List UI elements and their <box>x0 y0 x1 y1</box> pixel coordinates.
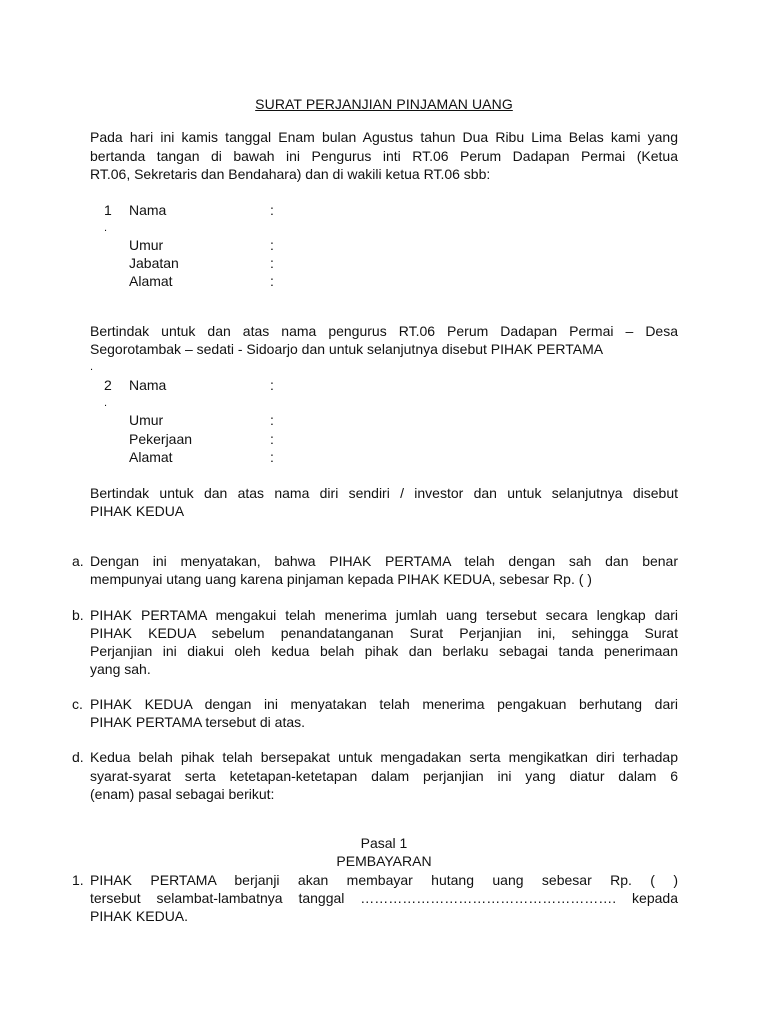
clause-c-line-2: PIHAK PERTAMA tersebut di atas. <box>90 714 306 730</box>
clause-d-line-2: syarat-syarat serta ketetapan-ketetapan dalam perjanjian ini yang diatur dalam 6 <box>90 768 678 784</box>
party1-statement-line-1: Bertindak untuk dan atas nama pengurus RT.06 Perum Dadapan Permai – Desa <box>90 323 678 339</box>
clause-d-line-1: Kedua belah pihak telah bersepakat untuk mengadakan serta mengikatkan diri terhadap <box>90 749 678 765</box>
clause-a-line-1: Dengan ini menyatakan, bahwa PIHAK PERTAMA telah dengan sah dan benar <box>90 553 678 569</box>
party1-label-alamat: Alamat <box>129 273 173 289</box>
party2-label-alamat: Alamat <box>129 449 173 465</box>
party2-label-umur: Umur <box>129 412 164 428</box>
party2-colon-umur: : <box>270 412 274 428</box>
clause-d-marker: d. <box>72 749 84 765</box>
intro-line-3: RT.06, Sekretaris dan Bendahara) dan di wakili ketua RT.06 sbb: <box>90 166 491 182</box>
clause-c-marker: c. <box>72 696 83 712</box>
party1-number-dot: . <box>104 222 108 234</box>
clause-d-line-3: (enam) pasal sebagai berikut: <box>90 786 275 802</box>
party1-statement-line-2: Segorotambak – sedati - Sidoarjo dan untuk selanjutnya disebut PIHAK PERTAMA <box>90 341 604 357</box>
party2-colon-alamat: : <box>270 449 274 465</box>
document-title: SURAT PERJANJIAN PINJAMAN UANG <box>255 96 513 112</box>
pasal1-heading: Pasal 1 <box>360 835 408 851</box>
party2-number-dot: . <box>104 397 108 409</box>
party1-label-umur: Umur <box>129 237 164 253</box>
party2-statement-line-2: PIHAK KEDUA <box>90 503 185 519</box>
party1-statement-dot: . <box>90 361 94 373</box>
party1-label-jabatan: Jabatan <box>129 255 179 271</box>
party1-colon-umur: : <box>270 237 274 253</box>
clause-b-marker: b. <box>72 607 84 623</box>
intro-line-1: Pada hari ini kamis tanggal Enam bulan Agustus tahun Dua Ribu Lima Belas kami yang <box>90 129 678 145</box>
party1-colon-alamat: : <box>270 273 274 289</box>
clause-b-line-1: PIHAK PERTAMA mengakui telah menerima jumlah uang tersebut secara lengkap dari <box>90 607 678 623</box>
pasal1-line-3: PIHAK KEDUA. <box>90 908 189 924</box>
party2-colon-nama: : <box>270 377 274 393</box>
party1-colon-nama: : <box>270 202 274 218</box>
clause-b-line-4: yang sah. <box>90 661 151 677</box>
party2-label-nama: Nama <box>129 377 167 393</box>
party1-colon-jabatan: : <box>270 255 274 271</box>
intro-line-2: bertanda tangan di bawah ini Pengurus inti RT.06 Perum Dadapan Permai (Ketua <box>90 148 678 164</box>
pasal1-subheading: PEMBAYARAN <box>336 853 432 869</box>
clause-a-marker: a. <box>72 553 84 569</box>
clause-c-line-1: PIHAK KEDUA dengan ini menyatakan telah menerima pengakuan berhutang dari <box>90 696 678 712</box>
party1-label-nama: Nama <box>129 202 167 218</box>
party2-label-pekerjaan: Pekerjaan <box>129 431 193 447</box>
pasal1-item-marker: 1. <box>72 872 84 888</box>
clause-a-line-2: mempunyai utang uang karena pinjaman kepada PIHAK KEDUA, sebesar Rp. ( ) <box>90 571 592 587</box>
pasal1-line-2: tersebut selambat-lambatnya tanggal ………………………………………………. kepada <box>90 890 678 906</box>
party1-number: 1 <box>104 202 112 218</box>
pasal1-line-1: PIHAK PERTAMA berjanji akan membayar hutang uang sebesar Rp. ( ) <box>90 872 678 888</box>
clause-b-line-3: Perjanjian ini diakui oleh kedua belah pihak dan berlaku sebagai tanda penerimaan <box>90 643 678 659</box>
party2-number: 2 <box>104 377 112 393</box>
clause-b-line-2: PIHAK KEDUA sebelum penandatanganan Surat Perjanjian ini, sehingga Surat <box>90 625 678 641</box>
party2-statement-line-1: Bertindak untuk dan atas nama diri sendiri / investor dan untuk selanjutnya disebut <box>90 485 678 501</box>
party2-colon-pekerjaan: : <box>270 431 274 447</box>
